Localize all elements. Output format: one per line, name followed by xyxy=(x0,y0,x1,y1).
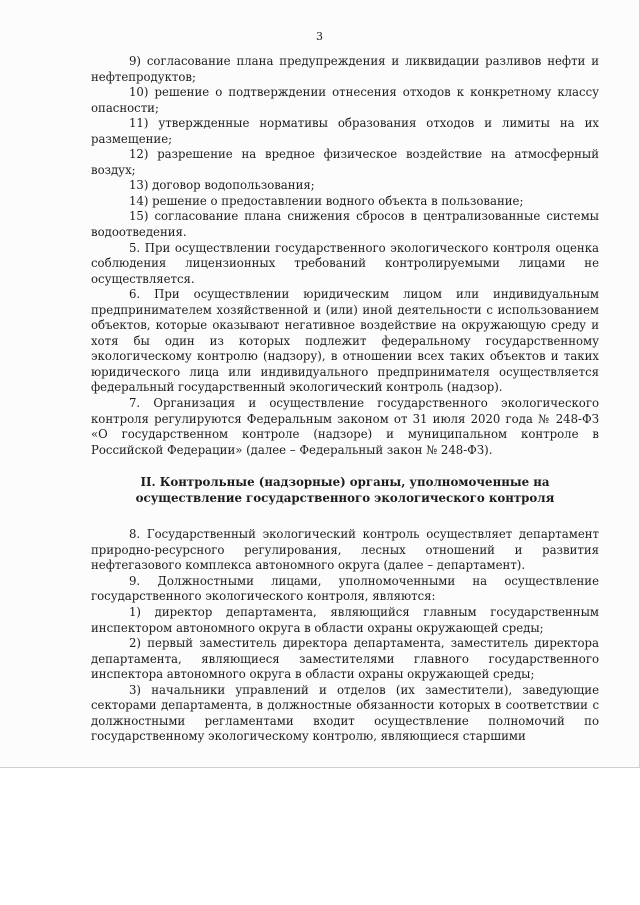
section-heading-line-2: осуществление государственного экологического контроля xyxy=(135,490,555,505)
officials-item-2: 2) первый заместитель директора департамента, заместитель директора департамента, являющиеся заместителями главного государственного инспектора автономного округа в области охраны окружающей среды; xyxy=(91,636,599,682)
page-number: 3 xyxy=(316,30,323,43)
clause-7: 7. Организация и осуществление государственного экологического контроля регулируются Федеральным законом от 31 июля 2020 года № 248-ФЗ «О государственном контроле (надзоре) и муниципальном контроле в Российской Федерации» (далее – Федеральный закон № 248-ФЗ). xyxy=(91,396,599,457)
clause-5: 5. При осуществлении государственного экологического контроля оценка соблюдения лицензионных требований контролируемыми лицами не осуществляется. xyxy=(91,240,599,286)
clause-8: 8. Государственный экологический контроль осуществляет департамент природно-ресурсного регулирования, лесных отношений и развития нефтегазового комплекса автономного округа (далее – департамент). xyxy=(91,527,599,573)
list-item-9: 9) согласование плана предупреждения и ликвидации разливов нефти и нефтепродуктов; xyxy=(91,54,599,84)
officials-item-3: 3) начальники управлений и отделов (их заместители), заведующие секторами департамента, в должностные обязанности которых в соответствии с должностными регламентами входит осуществление полномочий по государственному экологическому контролю, являющиеся старшими xyxy=(91,682,599,744)
section-heading xyxy=(91,475,599,506)
list-item-14: 14) решение о предоставлении водного объекта в пользование; xyxy=(129,193,524,208)
section-heading-line-1: II. Контрольные (надзорные) органы, уполномоченные на xyxy=(140,475,550,490)
list-item-11: 11) утвержденные нормативы образования отходов и лимиты на их размещение; xyxy=(91,116,599,146)
list-item-10: 10) решение о подтверждении отнесения отходов к конкретному классу опасности; xyxy=(91,85,599,115)
document-body xyxy=(91,54,599,745)
clause-6: 6. При осуществлении юридическим лицом или индивидуальным предпринимателем хозяйственной и (или) иной деятельности с использованием объектов, которые оказывают негативное воздействие на окружающую среду и хотя бы один из которых подлежит федеральному государственному экологическому контролю (надзору), в отношении всех таких объектов и таких юридического лица или индивидуального предпринимателя осуществляется федеральный государственный экологический контроль (надзор). xyxy=(91,287,599,395)
list-item-15: 15) согласование плана снижения сбросов в централизованные системы водоотведения. xyxy=(91,209,599,240)
list-item-13: 13) договор водопользования; xyxy=(129,178,315,193)
clause-9: 9. Должностными лицами, уполномоченными на осуществление государственного экологического контроля, являются: xyxy=(91,573,599,604)
officials-item-1: 1) директор департамента, являющийся главным государственным инспектором автономного округа в области охраны окружающей среды; xyxy=(91,604,599,635)
list-item-12: 12) разрешение на вредное физическое воздействие на атмосферный воздух; xyxy=(91,147,599,177)
